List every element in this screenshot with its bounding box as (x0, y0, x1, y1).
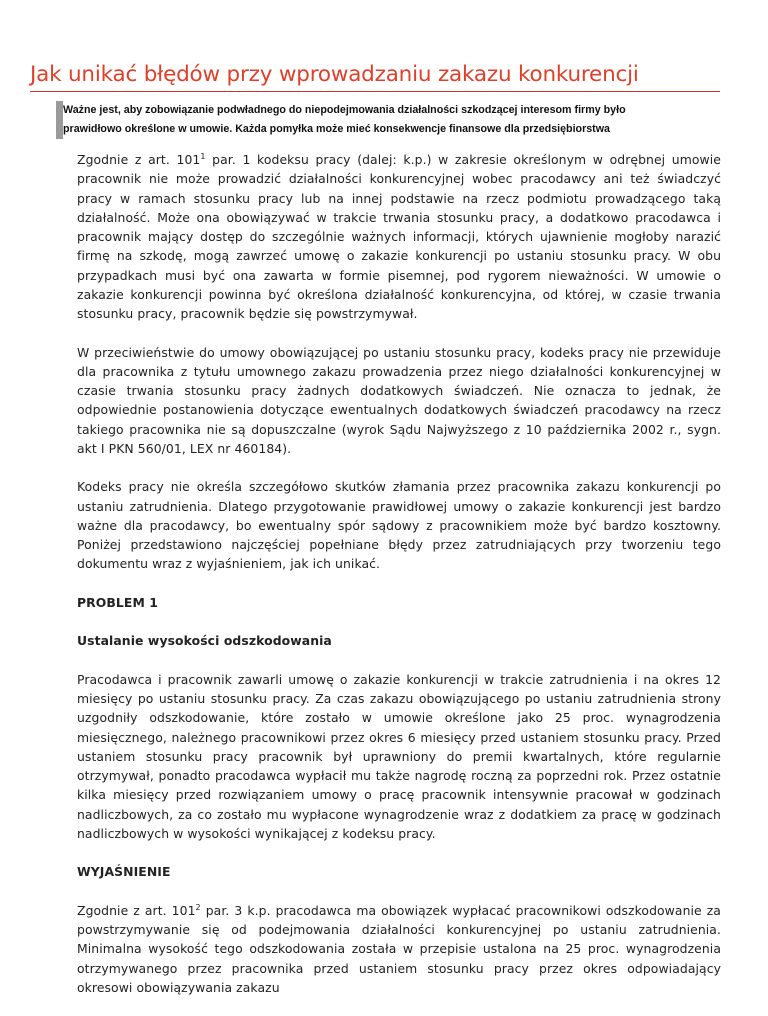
superscript: 2 (195, 902, 201, 912)
section-heading-problem: PROBLEM 1 (77, 594, 158, 610)
section-subheading: Ustalanie wysokości odszkodowania (77, 633, 332, 649)
section-heading-explanation: WYJAŚNIENIE (77, 864, 171, 880)
article-body (77, 150, 721, 1016)
paragraph-2: W przeciwieństwie do umowy obowiązującej po ustaniu stosunku pracy, kodeks pracy nie przewiduje dla pracownika z tytułu umownego zakazu prowadzenia przez niego działalności konkurencyjnej w czasie trwania stosunku pracy żadnych dodatkowych świadczeń. Nie oznacza to jednak, że odpowiednie postanowienia dotyczące ewentualnych dodatkowych świadczeń pracodawcy na rzecz takiego pracownika nie są dopuszczalne (wyrok Sądu Najwyższego z 10 października 2002 r., sygn. akt I PKN 560/01, LEX nr 460184). (77, 344, 721, 456)
lead-block (56, 101, 731, 139)
paragraph-3: Kodeks pracy nie określa szczegółowo skutków złamania przez pracownika zakazu konkurencji po ustaniu zatrudnienia. Dlatego przygotowanie prawidłowej umowy o zakazie konkurencji jest bardzo ważne dla pracodawcy, bo ewentualny spór sądowy z pracownikiem może być bardzo kosztowny. Poniżej przedstawiono najczęściej popełniane błędy przez zatrudniających przy tworzeniu tego dokumentu wraz z wyjaśnieniem, jak ich unikać. (77, 479, 721, 572)
paragraph-5-start: Zgodnie z art. 101 (77, 902, 196, 918)
paragraph-4: Pracodawca i pracownik zawarli umowę o zakazie konkurencji w trakcie zatrudnienia i na okres 12 miesięcy po ustaniu stosunku pracy. Za czas zakazu obowiązującego po ustaniu zatrudnienia strony uzgodniły odszkodowanie, które zostało w umowie określone jako 25 proc. wynagrodzenia miesięcznego, należnego pracownikowi przez okres 6 miesięcy przed ustaniem stosunku pracy. Przed ustaniem stosunku pracy pracownik był uprawniony do premii kwartalnych, które regularnie otrzymywał, ponadto pracodawca wypłacił mu także nagrodę roczną za poprzedni rok. Przez ostatnie kilka miesięcy przed rozwiązaniem umowy o pracę pracownik intensywnie pracował w godzinach nadliczbowych, za co zostało mu wypłacone wynagrodzenie wraz z dodatkiem za pracę w godzinach nadliczbowych w wysokości wynikającej z kodeksu pracy. (77, 671, 721, 841)
lead-line-1: Ważne jest, aby zobowiązanie podwładnego do niepodejmowania działalności szkodzącej interesom firmy było (63, 104, 626, 116)
superscript: 1 (200, 151, 206, 161)
paragraph-1 (77, 150, 721, 323)
paragraph-5-rest: par. 3 k.p. pracodawca ma obowiązek wypłacać pracownikowi odszkodowanie za powstrzymywanie się od podejmowania działalności konkurencyjnej po ustaniu zatrudnienia. Minimalna wysokość tego odszkodowania została w przepisie ustalona na 25 proc. wynagrodzenia otrzymywanego przez pracownika przed ustaniem stosunku pracy przez okres odpowiadający okresowi obowiązywania zakazu (77, 902, 721, 995)
paragraph-1-rest: par. 1 kodeksu pracy (dalej: k.p.) w zakresie określonym w odrębnej umowie pracownik nie może prowadzić działalności konkurencyjnej wobec pracodawcy ani też świadczyć pracy w ramach stosunku pracy lub na innej podstawie na rzecz podmiotu prowadzącego taką działalność. Może ona obowiązywać w trakcie trwania stosunku pracy, a dodatkowo pracodawca i pracownik mający dostęp do szczególnie ważnych informacji, których ujawnienie mogłoby narazić firmę na szkodę, mogą zawrzeć umowę o zakazie konkurencji po ustaniu stosunku pracy. W obu przypadkach musi być ona zawarta w formie pisemnej, pod rygorem nieważności. W umowie o zakazie konkurencji powinna być określona działalność konkurencyjna, od której, w czasie trwania stosunku pracy, pracownik będzie się powstrzymywał. (77, 152, 721, 321)
paragraph-5 (77, 901, 721, 997)
article-title: Jak unikać błędów przy wprowadzaniu zakazu konkurencji (30, 62, 720, 92)
lead-text (63, 101, 731, 139)
lead-line-2: prawidłowo określone w umowie. Każda pomyłka może mieć konsekwencje finansowe dla przedsiębiorstwa (63, 123, 610, 135)
paragraph-1-start: Zgodnie z art. 101 (77, 152, 201, 167)
